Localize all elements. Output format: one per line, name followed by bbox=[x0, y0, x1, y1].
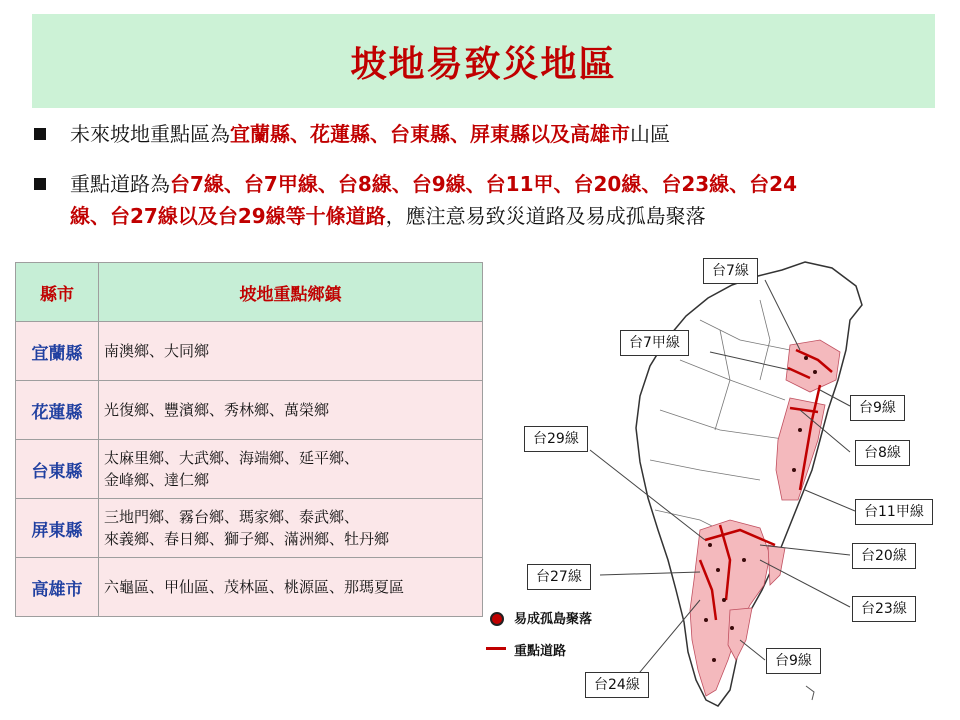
county-cell: 高雄市 bbox=[16, 558, 99, 617]
legend-isolated-label: 易成孤島聚落 bbox=[514, 612, 593, 627]
towns-cell: 太麻里鄉、大武鄉、海端鄉、延平鄉、 金峰鄉、達仁鄉 bbox=[99, 440, 483, 499]
towns-cell: 三地門鄉、霧台鄉、瑪家鄉、泰武鄉、 來義鄉、春日鄉、獅子鄉、滿洲鄉、牡丹鄉 bbox=[99, 499, 483, 558]
road-label-t9-south: 台9線 bbox=[766, 648, 821, 674]
bullet-text: 重點道路為台7線、台7甲線、台8線、台9線、台11甲、台20線、台23線、台24 線、台27線以及台29線等十條道路，應注意易致災道路及易成孤島聚落 bbox=[70, 172, 797, 228]
isolated-settlement-icon bbox=[490, 612, 504, 626]
county-cell: 宜蘭縣 bbox=[16, 322, 99, 381]
towns-cell: 光復鄉、豐濱鄉、秀林鄉、萬榮鄉 bbox=[99, 381, 483, 440]
road-label-t27: 台27線 bbox=[527, 564, 591, 590]
road-label-t8: 台8線 bbox=[855, 440, 910, 466]
road-label-t7: 台7線 bbox=[703, 258, 758, 284]
legend-road-label: 重點道路 bbox=[514, 644, 567, 659]
road-label-t9-north: 台9線 bbox=[850, 395, 905, 421]
road-label-t29: 台29線 bbox=[524, 426, 588, 452]
bullet-text: 未來坡地重點區為宜蘭縣、花蓮縣、台東縣、屏東縣以及高雄市山區 bbox=[70, 122, 670, 146]
county-cell: 台東縣 bbox=[16, 440, 99, 499]
header-county: 縣市 bbox=[16, 263, 99, 322]
road-label-t11a: 台11甲線 bbox=[855, 499, 933, 525]
key-road-icon bbox=[486, 647, 506, 650]
road-label-t7a: 台7甲線 bbox=[620, 330, 689, 356]
county-cell: 花蓮縣 bbox=[16, 381, 99, 440]
road-label-t23: 台23線 bbox=[852, 596, 916, 622]
towns-cell: 南澳鄉、大同鄉 bbox=[99, 322, 483, 381]
header-towns: 坡地重點鄉鎮 bbox=[99, 263, 483, 322]
towns-cell: 六龜區、甲仙區、茂林區、桃源區、那瑪夏區 bbox=[99, 558, 483, 617]
road-label-t20: 台20線 bbox=[852, 543, 916, 569]
taiwan-outline bbox=[636, 262, 862, 706]
islet-outline bbox=[806, 686, 814, 700]
hazard-zone-southeast bbox=[728, 608, 752, 660]
road-label-t24: 台24線 bbox=[585, 672, 649, 698]
page-title: 坡地易致災地區 bbox=[350, 43, 617, 85]
county-cell: 屏東縣 bbox=[16, 499, 99, 558]
